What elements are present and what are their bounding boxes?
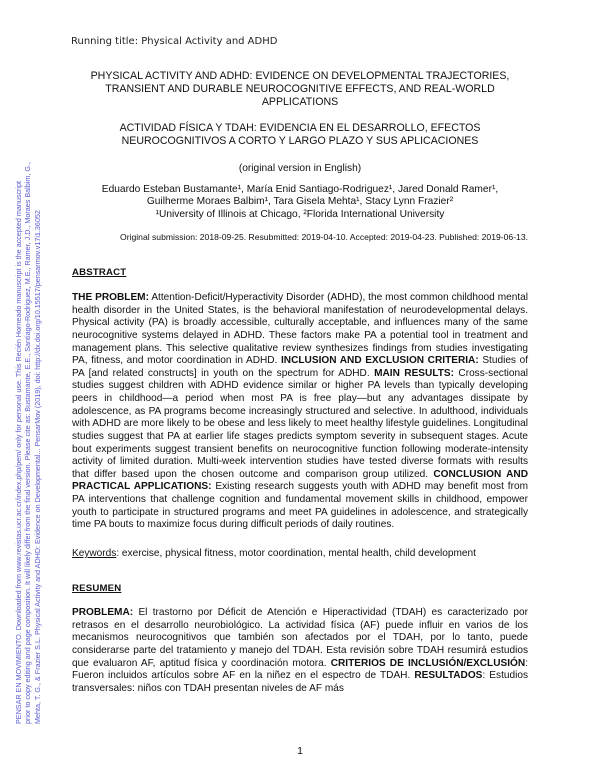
authors-line: Guilherme Moraes Balbim¹, Tara Gisela Mehta¹, Stacy Lynn Frazier² <box>146 196 454 208</box>
keywords <box>72 548 528 559</box>
conclusion-text: Existing research suggests youth with ADHD may benefit most from PA interventions that challenge cognition and fundamental movement skills in childhood, empower youth to participate in structured programs and meet PA guidelines in adolescence, and strategically time PA bouts to maximize focus during difficult periods of daily routines. <box>72 481 528 531</box>
results-text: Cross-sectional studies suggest children with ADHD evidence similar or higher PA levels than typically developing peers in childhood—a period when most PA is free play—but any advantages dissipate by adolescence, as PA programs become increasingly structured and selective. In adulthood, individuals with ADHD are more likely to be obese and less likely to meet healthy lifestyle guidelines. Longitudinal studies suggest that PA at earlier life stages predicts symptom severity in subsequent stages. Acute bout experiments suggest transient benefits on neurocognitive function following moderate-intensity activity of limited duration. Multi-week intervention studies have tested diverse formats with results that differ based upon the chosen outcome and comparison group utilized. <box>72 367 528 480</box>
title-english-line: PHYSICAL ACTIVITY AND ADHD: EVIDENCE ON DEVELOPMENTAL TRAJECTORIES, <box>90 70 510 82</box>
running-title: Running title: Physical Activity and ADHD <box>71 36 278 47</box>
problem-label: THE PROBLEM: <box>72 292 149 303</box>
title-english-line: TRANSIENT AND DURABLE NEUROCOGNITIVE EFFECTS, AND REAL-WORLD <box>105 83 495 95</box>
criteria-label: INCLUSION AND EXCLUSION CRITERIA: <box>281 355 479 367</box>
criterios-text: : Fueron incluidos artículos sobre AF en la niñez en el espectro de TDAH. <box>72 657 528 682</box>
side-notice-line: Mehta, T. G., & Frazier S.L. Physical Activity and ADHD: Evidence on Developmental... PensarMov (2019), doi: http://dx.doi.org/10.15517/pensarmov.v17i1.36052 <box>32 210 42 724</box>
affiliations: ¹University of Illinois at Chicago, ²Florida International University <box>155 208 445 220</box>
side-notice <box>14 84 42 724</box>
submission-dates: Original submission: 2018-09-25. Resubmitted: 2019-04-10. Accepted: 2019-04-23. Published: 2019-06-13. <box>120 232 528 242</box>
abstract-heading: ABSTRACT <box>72 267 127 278</box>
side-notice-line: PENSAR EN MOVIMIENTO. Downloaded from www.revistas.ucr.ac.cr/index.php/pem/ only for personal use. This Recién Horneado manuscript is the accepted manuscript <box>14 180 23 724</box>
keywords-text: : exercise, physical fitness, motor coordination, mental health, child development <box>116 548 476 559</box>
resultados-label: RESULTADOS <box>414 670 483 682</box>
criteria-text: Studies of PA [and related constructs] in youth on the spectrum for ADHD. <box>72 355 528 379</box>
author-list <box>72 184 528 221</box>
problem-text: Attention-Deficit/Hyperactivity Disorder (ADHD), the most common childhood mental health disorder in the United States, is the behavioral manifestation of neurodevelopmental delays. Physical activity (PA) is broadly accessible, culturally acceptable, and influences many of the same neurocognitive systems delayed in ADHD. These factors make PA a potential tool in treatment and management plans. This selective qualitative review synthesizes findings from studies investigating PA, fitness, and motor coordination in ADHD. <box>72 292 529 367</box>
authors-line: Eduardo Esteban Bustamante¹, María Enid Santiago-Rodriguez¹, Jared Donald Ramer¹, <box>101 184 499 195</box>
problema-label: PROBLEMA: <box>72 607 134 618</box>
keywords-label: Keywords <box>72 548 117 559</box>
title-spanish-line: ACTIVIDAD FÍSICA Y TDAH: EVIDENCIA EN EL DESARROLLO, EFECTOS <box>119 122 481 134</box>
title-spanish-line: NEUROCOGNITIVOS A CORTO Y LARGO PLAZO Y SUS APLICACIONES <box>121 135 479 147</box>
criterios-label: CRITERIOS DE INCLUSIÓN/EXCLUSIÓN <box>330 657 526 669</box>
results-label: MAIN RESULTS: <box>374 367 454 379</box>
title-english-line: APPLICATIONS <box>261 96 339 108</box>
side-notice-line: prior to copy editing and page composition. It will likely differ from the final version. Please cite as: Bustamante, E.E., Santiago-Rodriguez, M.E., Ramer, J.D., Moraes Balbim, G., <box>23 162 33 724</box>
abstract-body <box>72 292 528 532</box>
original-version-note: (original version in English) <box>238 163 362 174</box>
conclusion-label: CONCLUSION AND PRACTICAL APPLICATIONS: <box>72 468 528 493</box>
title-spanish <box>72 122 528 148</box>
title-english <box>72 70 528 109</box>
problema-text: El trastorno por Déficit de Atención e Hiperactividad (TDAH) es caracterizado por retrasos en el desarrollo neurobiológico. La actividad física (AF) puede influir en varios de los mecanismos neurocognitivos que también son afectados por el TDAH, por lo tanto, puede considerarse parte del tratamiento y manejo del TDAH. Esta revisión sobre TDAH resumirá estudios que evaluaron AF, aptitud física y coordinación motora. <box>72 607 528 669</box>
resumen-heading: RESUMEN <box>72 583 122 594</box>
page-number: 1 <box>297 745 303 757</box>
resumen-body <box>72 607 528 695</box>
resultados-text: : Estudios transversales: niños con TDAH presentan niveles de AF más <box>72 670 529 694</box>
